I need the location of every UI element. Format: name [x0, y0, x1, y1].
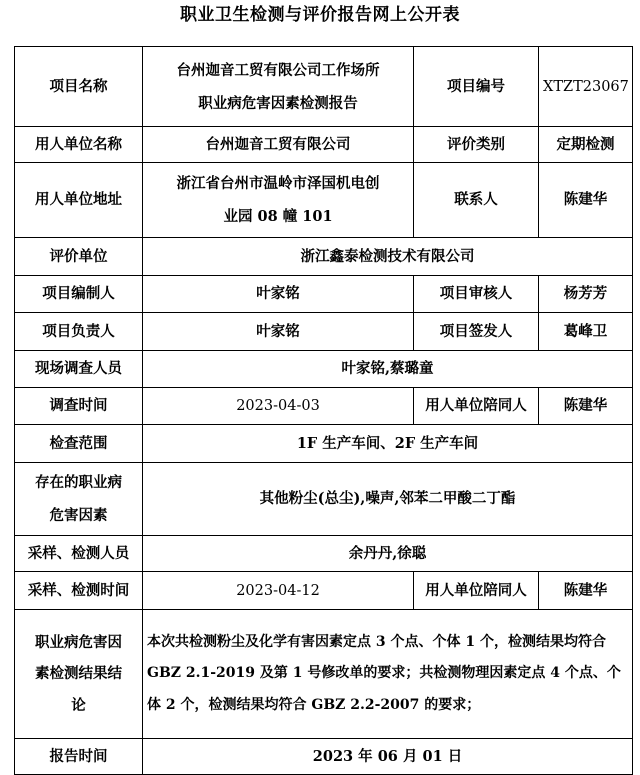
row-conclusion	[15, 610, 633, 739]
compiler-value: 叶家铭	[143, 276, 414, 313]
samplers-label: 采样、检测人员	[15, 536, 143, 572]
report-time-value: 2023 年 06 月 01 日	[143, 739, 633, 775]
eval-type-label: 评价类别	[414, 127, 539, 163]
project-code-label: 项目编号	[414, 47, 539, 127]
scope-value: 1F 生产车间、2F 生产车间	[143, 425, 633, 463]
surveyors-label: 现场调查人员	[15, 351, 143, 388]
eval-type-value: 定期检测	[539, 127, 633, 163]
row-evaluator	[15, 238, 633, 276]
reviewer-label: 项目审核人	[414, 276, 539, 313]
employer-address-value	[143, 163, 414, 238]
employer-address-line2: 业园 08 幢 101	[223, 208, 333, 225]
row-report-time	[15, 739, 633, 775]
contact-value: 陈建华	[539, 163, 633, 238]
hazards-label-line2: 危害因素	[49, 507, 108, 524]
row-project-name	[15, 47, 633, 127]
scope-label: 检查范围	[15, 425, 143, 463]
sampling-time-value: 2023-04-12	[143, 572, 414, 610]
leader-value: 叶家铭	[143, 313, 414, 351]
conclusion-label-line3: 论	[71, 696, 86, 714]
issuer-value: 葛峰卫	[539, 313, 633, 351]
row-compiler	[15, 276, 633, 313]
conclusion-text: 本次共检测粉尘及化学有害因素定点 3 个点、个体 1 个，检测结果均符合 GBZ 2.1-2019 及第 1 号修改单的要求；共检测物理因素定点 4 个点、个体 2 个，检测结果均符合 GBZ 2.2-2007 的要求；	[143, 610, 633, 739]
project-code-value: XTZT23067	[539, 47, 633, 127]
contact-label: 联系人	[414, 163, 539, 238]
sampling-companion-value: 陈建华	[539, 572, 633, 610]
hazards-label	[15, 463, 143, 536]
evaluator-label: 评价单位	[15, 238, 143, 276]
conclusion-label	[15, 610, 143, 739]
survey-time-value: 2023-04-03	[143, 388, 414, 425]
project-name-line2: 职业病危害因素检测报告	[198, 94, 358, 112]
employer-address-label: 用人单位地址	[15, 163, 143, 238]
issuer-label: 项目签发人	[414, 313, 539, 351]
survey-companion-value: 陈建华	[539, 388, 633, 425]
row-samplers	[15, 536, 633, 572]
sampling-time-label: 采样、检测时间	[15, 572, 143, 610]
leader-label: 项目负责人	[15, 313, 143, 351]
survey-time-label: 调查时间	[15, 388, 143, 425]
row-hazards	[15, 463, 633, 536]
report-time-label: 报告时间	[15, 739, 143, 775]
sampling-companion-label: 用人单位陪同人	[414, 572, 539, 610]
evaluator-value: 浙江鑫泰检测技术有限公司	[143, 238, 633, 276]
conclusion-label-line1: 职业病危害因	[35, 633, 122, 651]
project-name-label: 项目名称	[15, 47, 143, 127]
row-sampling-time	[15, 572, 633, 610]
hazards-label-line1: 存在的职业病	[35, 474, 122, 491]
compiler-label: 项目编制人	[15, 276, 143, 313]
row-leader	[15, 313, 633, 351]
conclusion-label-line2: 素检测结果结	[35, 665, 122, 683]
row-scope	[15, 425, 633, 463]
employer-name-label: 用人单位名称	[15, 127, 143, 163]
disclosure-table	[14, 46, 633, 775]
hazards-value: 其他粉尘(总尘),噪声,邻苯二甲酸二丁酯	[143, 463, 633, 536]
row-survey-time	[15, 388, 633, 425]
page-title: 职业卫生检测与评价报告网上公开表	[180, 5, 460, 25]
samplers-value: 余丹丹,徐聪	[143, 536, 633, 572]
row-employer-name	[15, 127, 633, 163]
project-name-value	[143, 47, 414, 127]
row-employer-address	[15, 163, 633, 238]
project-name-line1: 台州迦音工贸有限公司工作场所	[176, 61, 380, 79]
employer-address-line1: 浙江省台州市温岭市泽国机电创	[176, 175, 380, 192]
reviewer-value: 杨芳芳	[539, 276, 633, 313]
surveyors-value: 叶家铭,蔡璐童	[143, 351, 633, 388]
employer-name-value: 台州迦音工贸有限公司	[143, 127, 414, 163]
row-surveyors	[15, 351, 633, 388]
survey-companion-label: 用人单位陪同人	[414, 388, 539, 425]
